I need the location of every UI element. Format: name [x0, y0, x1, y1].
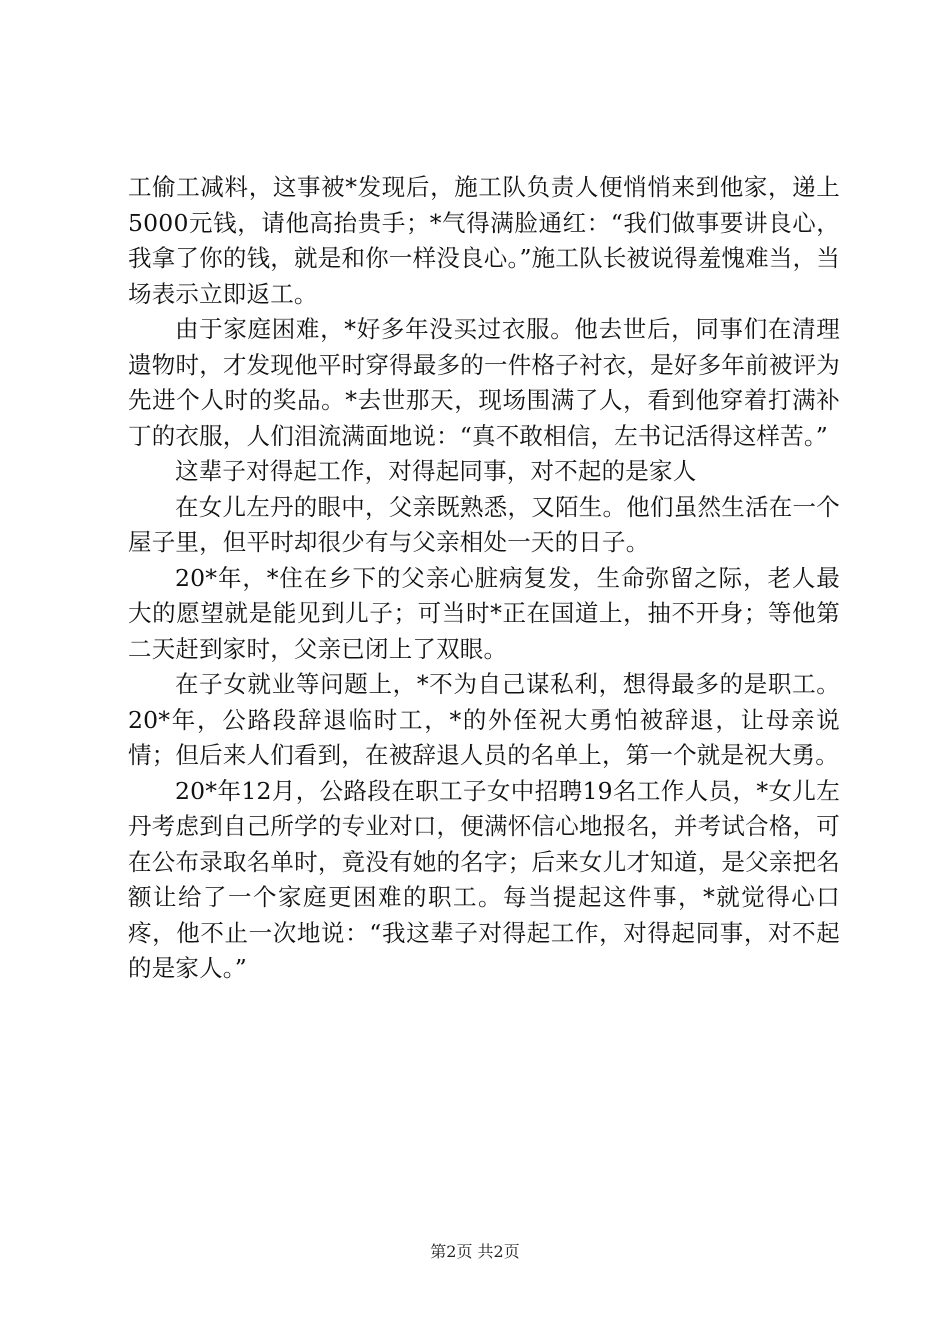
- paragraph-continued: 工偷工减料，这事被*发现后，施工队负责人便悄悄来到他家，递上5000元钱，请他高抬贵手；*气得满脸通红：“我们做事要讲良心，我拿了你的钱，就是和你一样没良心。”施工队长被说得羞愧难当，当场表示立即返工。: [128, 173, 840, 308]
- section-heading: 这辈子对得起工作，对得起同事，对不起的是家人: [175, 457, 697, 485]
- paragraph: 由于家庭困难，*好多年没买过衣服。他去世后，同事们在清理遗物时，才发现他平时穿得最多的一件格子衬衣，是好多年前被评为先进个人时的奖品。*去世那天，现场围满了人，看到他穿着打满补丁的衣服，人们泪流满面地说：“真不敢相信，左书记活得这样苦。”: [128, 315, 840, 450]
- paragraph: 在女儿左丹的眼中，父亲既熟悉，又陌生。他们虽然生活在一个屋子里，但平时却很少有与父亲相处一天的日子。: [128, 492, 840, 556]
- paragraph: 20*年12月，公路段在职工子女中招聘19名工作人员，*女儿左丹考虑到自己所学的专业对口，便满怀信心地报名，并考试合格，可在公布录取名单时，竟没有她的名字；后来女儿才知道，是父亲把名额让给了一个家庭更困难的职工。每当提起这件事，*就觉得心口疼，他不止一次地说：“我这辈子对得起工作，对得起同事，对不起的是家人。”: [128, 776, 840, 982]
- paragraph: 20*年，*住在乡下的父亲心脏病复发，生命弥留之际，老人最大的愿望就是能见到儿子；可当时*正在国道上，抽不开身；等他第二天赶到家时，父亲已闭上了双眼。: [128, 563, 840, 663]
- document-body: [128, 170, 840, 987]
- paragraph: 在子女就业等问题上，*不为自己谋私利，想得最多的是职工。20*年，公路段辞退临时工，*的外侄祝大勇怕被辞退，让母亲说情；但后来人们看到，在被辞退人员的名单上，第一个就是祝大勇。: [128, 670, 840, 769]
- page-footer: 第2页 共2页: [430, 1242, 520, 1261]
